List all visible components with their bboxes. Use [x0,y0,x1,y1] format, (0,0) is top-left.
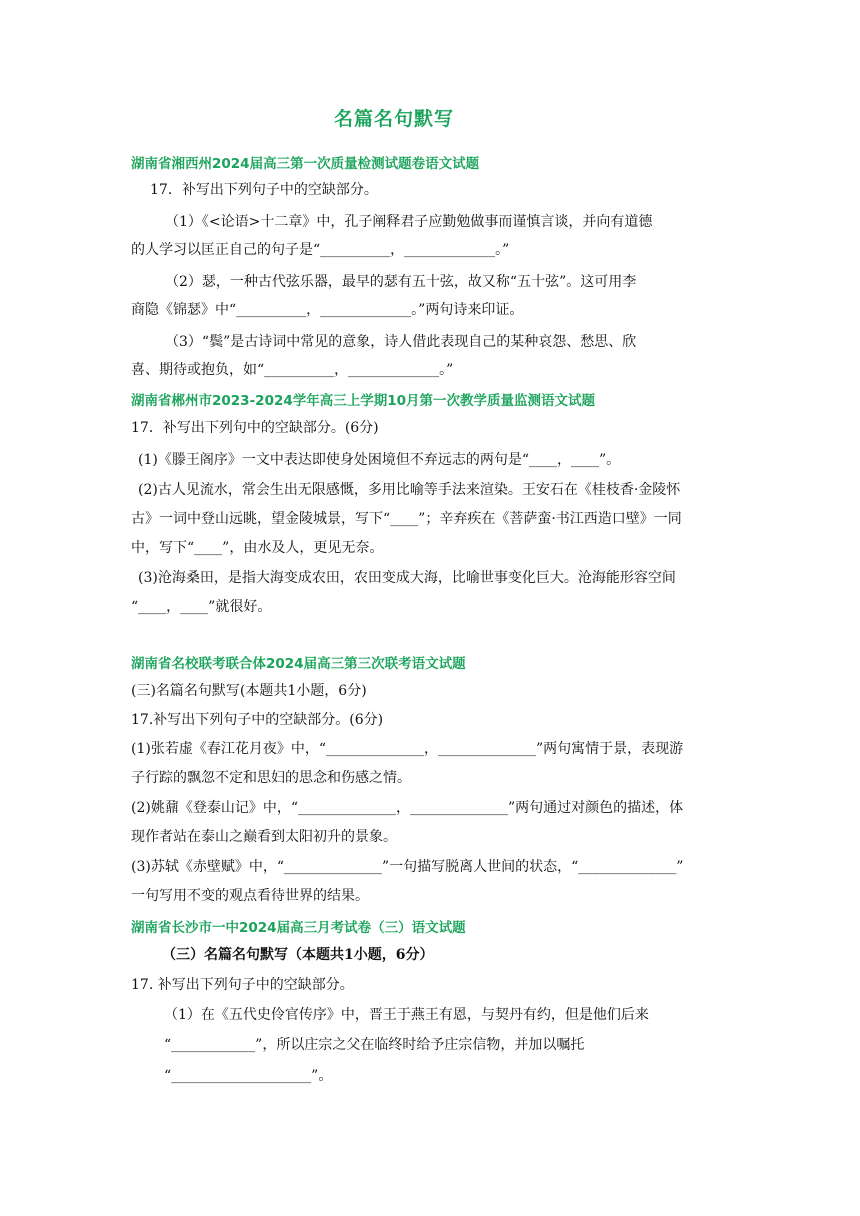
section-heading: 湖南省湘西州2024届高三第一次质量检测试题卷语文试题 [131,156,480,172]
text-line: (3)苏轼《赤壁赋》中，“______________”一句描写脱离人世间的状态，“______________” [131,859,684,875]
section-heading: 湖南省名校联考联合体2024届高三第三次联考语文试题 [131,656,466,672]
question-stem: 17.补写出下列句子中的空缺部分。(6分) [131,712,384,728]
question-stem: 17. 补写出下列句子中的空缺部分。 [131,977,354,993]
part-heading: （三）名篇名句默写（本题共1小题，6分） [162,947,434,963]
text-line: (2)古人见流水，常会生出无限感慨，多用比喻等手法来渲染。王安石在《桂枝香·金陵怀 [138,482,681,498]
text-line: 子行踪的飘忽不定和思妇的思念和伤感之情。 [131,770,411,786]
text-line: “____，____”就很好。 [131,599,272,615]
section-heading: 湖南省郴州市2023-2024学年高三上学期10月第一次教学质量监测语文试题 [131,393,596,409]
text-line: 的人学习以匡正自己的句子是“__________，_____________。” [131,242,510,258]
question-stem: 17．补写出下列句中的空缺部分。(6分) [131,420,379,436]
text-line: 商隐《锦瑟》中“__________，_____________。”两句诗来印证。 [131,302,524,318]
text-line: 古》一词中登山远眺，望金陵城景，写下“____”；辛弃疾在《菩萨蛮·书江西造口壁》一同 [131,511,682,527]
text-line: (三)名篇名句默写(本题共1小题，6分) [131,683,367,699]
text-line: 喜、期待或抱负，如“__________，_____________。” [131,362,454,378]
text-line: “____________________”。 [164,1068,333,1084]
text-line: （1）在《五代史伶官传序》中，晋王于燕王有恩，与契丹有约，但是他们后来 [164,1007,649,1023]
text-line: （3）“鬓”是古诗词中常见的意象，诗人借此表现自己的某种哀怨、愁思、欣 [165,334,637,350]
question-stem: 17．补写出下列句子中的空缺部分。 [150,182,378,198]
page-title: 名篇名句默写 [333,108,454,130]
text-line: (2)姚鼐《登泰山记》中，“______________，______________”两句通过对颜色的描述，体 [131,800,684,816]
text-line: 中，写下“____”，由水及人，更见无奈。 [131,540,384,556]
text-line: (1)张若虚《春江花月夜》中，“______________，______________”两句寓情于景，表现游 [131,741,684,757]
text-line: 现作者站在泰山之巅看到太阳初升的景象。 [131,829,397,845]
text-line: （1）《<论语>十二章》中，孔子阐释君子应勤勉做事而谨慎言谈，并向有道德 [165,214,653,230]
section-heading: 湖南省长沙市一中2024届高三月考试卷（三）语文试题 [131,920,466,936]
text-line: (1)《滕王阁序》一文中表达即使身处困境但不弃远志的两句是“____，____”。 [138,452,621,468]
text-line: 一句写用不变的观点看待世界的结果。 [131,888,369,904]
text-line: (3)沧海桑田，是指大海变成农田，农田变成大海，比喻世事变化巨大。沧海能形容空间 [138,570,676,586]
text-line: （2）瑟，一种古代弦乐器，最早的瑟有五十弦，故又称“五十弦”。这可用李 [165,274,637,290]
text-line: “____________”，所以庄宗之父在临终时给予庄宗信物，并加以嘱托 [164,1037,585,1053]
